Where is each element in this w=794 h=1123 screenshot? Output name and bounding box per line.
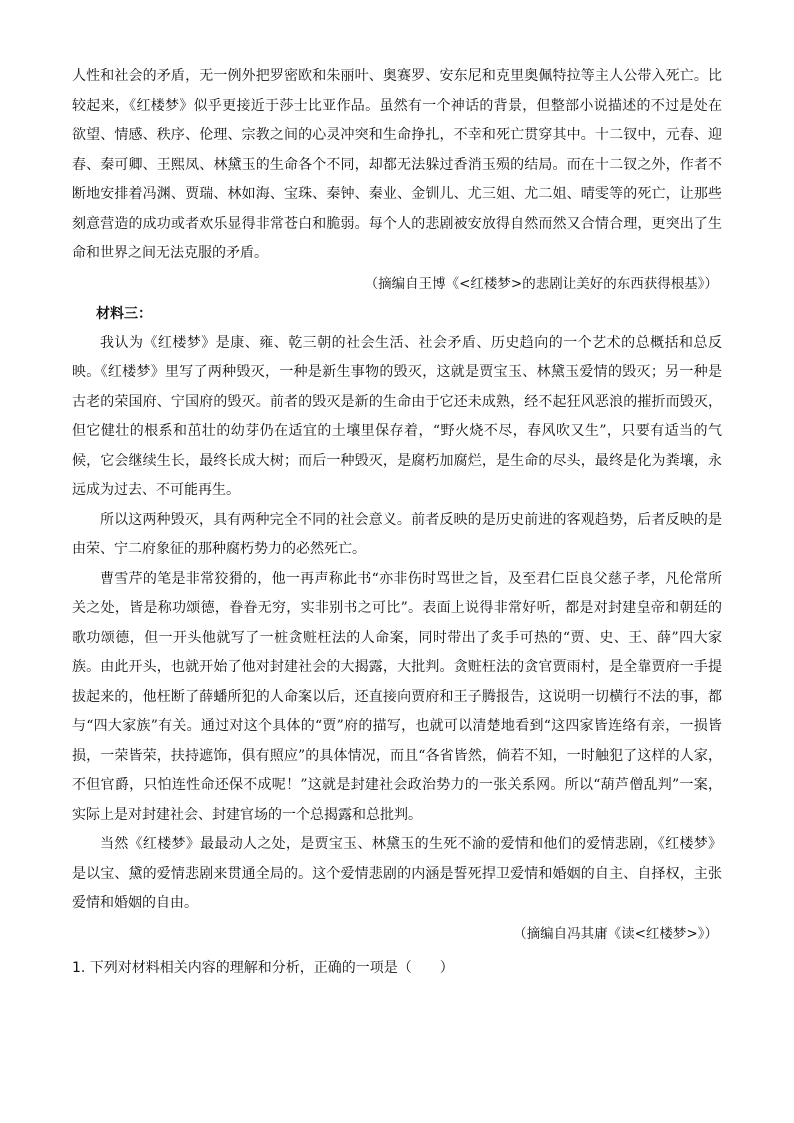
material3-paragraph-2: 所以这两种毁灭，具有两种完全不同的社会意义。前者反映的是历史前进的客观趋势，后者反映的是由荣、宁二府象征的那种腐朽势力的必然死亡。 — [72, 511, 722, 557]
material3-paragraph-3: 曹雪芹的笔是非常狡猾的，他一再声称此书“亦非伤时骂世之旨，及至君仁臣良父慈子孝，凡伦常所关之处，皆是称功颂德，眷眷无穷，实非别书之可比”。表面上说得非常好听，都是对封建皇帝和朝廷的歌功颂德，但一开头他就写了一桩贪赃枉法的人命案，同时带出了炙手可热的“贾、史、王、薛”四大家族。由此开头，也就开始了他对封建社会的大揭露，大批判。贪赃枉法的贪官贾雨村，是全靠贾府一手提拔起来的，他枉断了薛蟠所犯的人命案以后，还直接向贾府和王子腾报告，这说明一切横行不法的事，都与“四大家族”有关。通过对这个具体的“贾”府的描写，也就可以清楚地看到“这四家皆连络有亲，一损皆损，一荣皆荣，扶持遮饰，俱有照应”的具体情况，而且“各省皆然，倘若不知，一时触犯了这样的人家，不但官爵，只怕连性命还保不成呢！”这就是封建社会政治势力的一张关系网。所以“葫芦僧乱判”一案，实际上是对封建社会、封建官场的一个总揭露和总批判。 — [72, 570, 722, 823]
material3-label: 材料三： — [96, 305, 152, 322]
document-page — [72, 62, 722, 983]
material3-paragraph-1: 我认为《红楼梦》是康、雍、乾三朝的社会生活、社会矛盾、历史趋向的一个艺术的总概括和总反映。《红楼梦》里写了两种毁灭，一种是新生事物的毁灭，这就是贾宝玉、林黛玉爱情的毁灭；另一种是古老的荣国府、宁国府的毁灭。前者的毁灭是新的生命由于它还未成熟，经不起狂风恶浪的摧折而毁灭，但它健壮的根系和茁壮的幼芽仍在适宜的土壤里保存着，“野火烧不尽，春风吹又生”，只要有适当的气候，它会继续生长，最终长成大树；而后一种毁灭，是腐朽加腐烂，是生命的尽头，最终是化为粪壤，永远成为过去、不可能再生。 — [72, 334, 722, 498]
material3-source: （摘编自冯其庸《读<红楼梦>》） — [513, 925, 718, 942]
material3-paragraph-4: 当然《红楼梦》最最动人之处，是贾宝玉、林黛玉的生死不渝的爱情和他们的爱情悲剧，《红楼梦》是以宝、黛的爱情悲剧来贯通全局的。这个爱情悲剧的内涵是誓死捍卫爱情和婚姻的自主、自择权，主张爱情和婚姻的自由。 — [72, 836, 722, 911]
question-1: 1. 下列对材料相关内容的理解和分析，正确的一项是（ ） — [72, 959, 454, 976]
material2-source: （摘编自王博《<红楼梦>的悲剧让美好的东西获得根基》） — [364, 275, 718, 292]
material2-paragraph-tail: 人性和社会的矛盾，无一例外把罗密欧和朱丽叶、奥赛罗、安东尼和克里奥佩特拉等主人公带入死亡。比较起来，《红楼梦》似乎更接近于莎士比亚作品。虽然有一个神话的背景，但整部小说描述的不过是处在欲望、情感、秩序、伦理、宗教之间的心灵冲突和生命挣扎，不幸和死亡贯穿其中。十二钗中，元春、迎春、秦可卿、王熙凤、林黛玉的生命各个不同，却都无法躲过香消玉殒的结局。而在十二钗之外，作者不断地安排着冯渊、贾瑞、林如海、宝珠、秦钟、秦业、金钏儿、尤三姐、尤二姐、晴雯等的死亡，让那些刻意营造的成功或者欢乐显得非常苍白和脆弱。每个人的悲剧被安放得自然而然又合情合理，更突出了生命和世界之间无法克服的矛盾。 — [72, 68, 722, 261]
